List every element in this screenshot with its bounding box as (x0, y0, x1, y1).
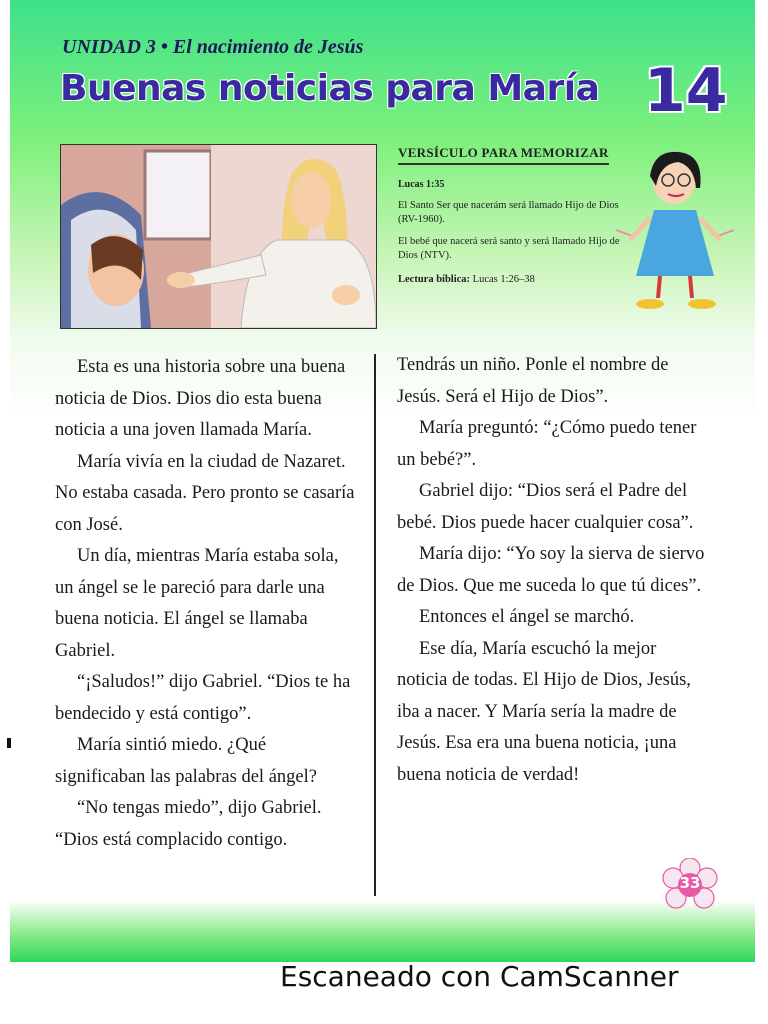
memory-verse-heading: VERSÍCULO PARA MEMORIZAR (398, 145, 609, 165)
story-column-right (397, 350, 707, 791)
memory-verse-ntv: El bebé que nacerá será santo y será llamado Hijo de Dios (NTV). (398, 236, 620, 261)
cartoon-girl-illustration (610, 148, 740, 320)
lesson-title: Buenas noticias para María (60, 68, 600, 109)
story-paragraph: “No tengas miedo”, dijo Gabriel. “Dios está complacido contigo. (55, 798, 322, 850)
story-paragraph: Gabriel dijo: “Dios será el Padre del bebé. Dios puede hacer cualquier cosa”. (397, 481, 694, 533)
story-column-left (55, 352, 355, 856)
bible-reading-label: Lectura bíblica: (398, 273, 471, 285)
story-paragraph: Esta es una historia sobre una buena noticia de Dios. Dios dio esta buena noticia a una joven llamada María. (55, 357, 346, 440)
story-paragraph: Ese día, María escuchó la mejor noticia de todas. El Hijo de Dios, Jesús, iba a nacer. Y María sería la madre de Jesús. Esa era una buena noticia, ¡una buena noticia de verdad! (397, 638, 691, 785)
page-number-badge (662, 858, 718, 914)
book-page (10, 0, 755, 962)
column-divider (374, 354, 376, 896)
story-paragraph: Entonces el ángel se marchó. (419, 607, 635, 627)
angel-gabriel-mary-illustration (60, 144, 377, 329)
story-paragraph: María vivía en la ciudad de Nazaret. No estaba casada. Pero pronto se casaría con José. (55, 451, 355, 535)
memory-verse-box (398, 144, 628, 285)
page-number: 33 (679, 874, 701, 892)
story-paragraph: Tendrás un niño. Ponle el nombre de Jesús. Será el Hijo de Dios”. (397, 355, 669, 407)
lesson-number: 14 (644, 56, 728, 126)
scanner-watermark: Escaneado con CamScanner (280, 960, 679, 993)
story-paragraph: Un día, mientras María estaba sola, un ángel se le pareció para darle una buena noticia. El ángel se llamaba Gabriel. (55, 546, 339, 661)
unit-heading: UNIDAD 3 • El nacimiento de Jesús (62, 36, 364, 58)
scan-artifact (7, 738, 11, 748)
memory-verse-reference: Lucas 1:35 (398, 179, 445, 190)
story-paragraph: María preguntó: “¿Cómo puedo tener un bebé?”. (397, 418, 697, 470)
story-paragraph: María dijo: “Yo soy la sierva de siervo de Dios. Que me suceda lo que tú dices”. (397, 544, 705, 596)
bible-reading (398, 274, 628, 285)
story-paragraph: “¡Saludos!” dijo Gabriel. “Dios te ha bendecido y está contigo”. (55, 672, 351, 724)
story-paragraph: María sintió miedo. ¿Qué significaban las palabras del ángel? (55, 735, 317, 787)
memory-verse-rv1960: El Santo Ser que nacerám será llamado Hijo de Dios (RV-1960). (398, 200, 619, 225)
bible-reading-reference: Lucas 1:26–38 (472, 273, 535, 285)
